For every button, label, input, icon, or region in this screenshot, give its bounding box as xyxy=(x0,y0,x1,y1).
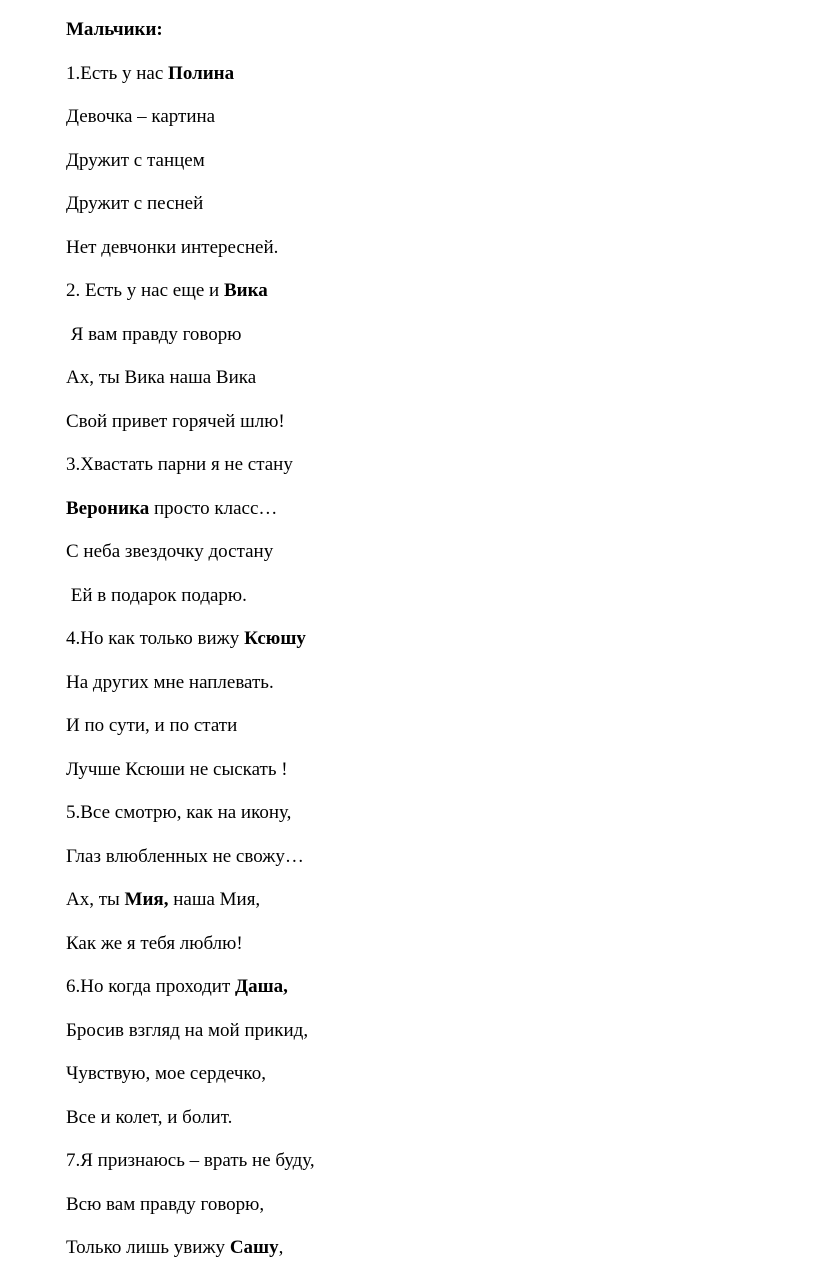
line-text: Все и колет, и болит. xyxy=(66,1106,233,1128)
name-emphasis: Вика xyxy=(223,280,268,301)
poem-line xyxy=(66,105,776,128)
poem-text xyxy=(66,18,776,1280)
poem-line xyxy=(66,453,776,476)
name-emphasis: Сашу xyxy=(229,1237,279,1258)
line-text: Дружит с танцем xyxy=(66,149,205,171)
line-text: Ах, ты xyxy=(66,889,125,910)
poem-line xyxy=(66,888,776,911)
poem-line xyxy=(66,540,776,563)
poem-line xyxy=(66,1193,776,1216)
name-emphasis: Вероника xyxy=(66,497,150,519)
line-text: Как же я тебя люблю! xyxy=(66,932,243,954)
name-emphasis: Даша, xyxy=(235,976,288,997)
line-text: Нет девчонки интересней. xyxy=(66,236,279,258)
poem-line xyxy=(66,975,776,998)
poem-line xyxy=(66,1062,776,1085)
poem-heading: Мальчики: xyxy=(66,19,163,40)
poem-line xyxy=(66,62,776,85)
line-text: Свой привет горячей шлю! xyxy=(66,410,285,432)
line-text: Бросив взгляд на мой прикид, xyxy=(66,1019,309,1041)
line-text: 2. Есть у нас еще и xyxy=(66,280,224,301)
line-text: просто класс… xyxy=(149,497,278,519)
poem-line xyxy=(66,1149,776,1172)
poem-line xyxy=(66,714,776,737)
line-text: 4.Но как только вижу xyxy=(66,628,245,649)
poem-line xyxy=(66,1236,776,1259)
line-text: Глаз влюбленных не свожу… xyxy=(66,845,304,867)
line-text: Ей в подарок подарю. xyxy=(66,584,247,606)
poem-line xyxy=(66,627,776,650)
line-text: 6.Но когда проходит xyxy=(66,976,235,997)
line-text: Девочка – картина xyxy=(66,106,216,127)
poem-line xyxy=(66,366,776,389)
poem-line xyxy=(66,758,776,781)
line-text: На других мне наплевать. xyxy=(66,671,274,693)
line-text: , xyxy=(278,1237,284,1258)
poem-line xyxy=(66,1106,776,1129)
line-text: наша Мия, xyxy=(168,889,261,910)
poem-line xyxy=(66,192,776,215)
poem-line xyxy=(66,932,776,955)
poem-line xyxy=(66,497,776,520)
name-emphasis: Мия, xyxy=(124,889,169,910)
line-text: Лучше Ксюши не сыскать ! xyxy=(66,758,288,780)
line-text: 1.Есть у нас xyxy=(66,62,169,84)
poem-line xyxy=(66,1019,776,1042)
line-text: Я вам правду говорю xyxy=(66,323,242,345)
poem-line xyxy=(66,279,776,302)
poem-line xyxy=(66,410,776,433)
line-text: Ах, ты Вика наша Вика xyxy=(66,367,257,388)
line-text: И по сути, и по стати xyxy=(66,715,238,736)
line-text: Всю вам правду говорю, xyxy=(66,1193,265,1215)
line-text: С неба звездочку достану xyxy=(66,541,274,562)
name-emphasis: Полина xyxy=(168,62,235,84)
line-text: 7.Я признаюсь – врать не буду, xyxy=(66,1150,315,1171)
poem-line xyxy=(66,845,776,868)
line-text: Дружит с песней xyxy=(66,193,204,214)
line-text: Чувствую, мое сердечко, xyxy=(66,1063,266,1084)
poem-line xyxy=(66,671,776,694)
line-text: 3.Хвастать парни я не стану xyxy=(66,454,293,475)
poem-line xyxy=(66,236,776,259)
line-text: 5.Все смотрю, как на икону, xyxy=(66,802,292,823)
poem-line xyxy=(66,584,776,607)
poem-line xyxy=(66,323,776,346)
name-emphasis: Ксюшу xyxy=(244,628,306,649)
poem-line xyxy=(66,801,776,824)
line-text: Только лишь увижу xyxy=(66,1237,230,1258)
poem-line xyxy=(66,149,776,172)
